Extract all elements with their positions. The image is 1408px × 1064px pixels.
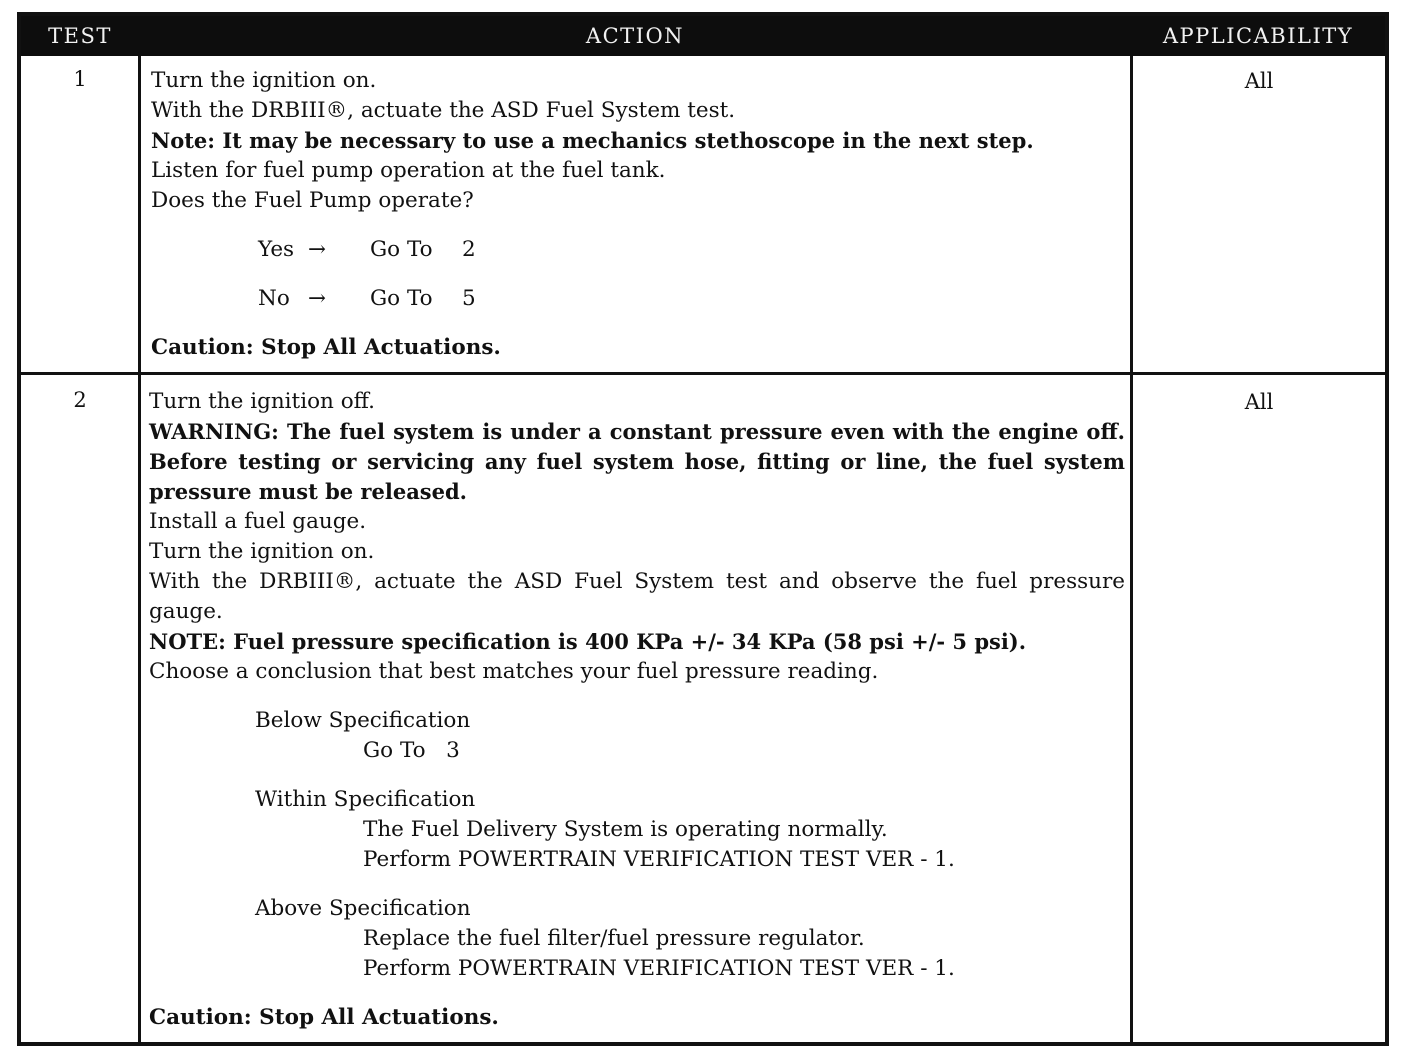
goto-step: 5 bbox=[462, 286, 476, 311]
spacer bbox=[149, 984, 1125, 1003]
conclusion-result: Go To 3 bbox=[363, 738, 460, 763]
conclusion-result: The Fuel Delivery System is operating normally. bbox=[363, 817, 888, 842]
answer-option bbox=[151, 284, 1131, 314]
action-cell bbox=[151, 66, 1131, 363]
conclusion-result: Perform POWERTRAIN VERIFICATION TEST VER - 1. bbox=[363, 956, 955, 981]
action-line: Choose a conclusion that best matches your fuel pressure reading. bbox=[149, 659, 879, 684]
goto-step: 2 bbox=[462, 237, 476, 262]
goto-label: Go To bbox=[370, 286, 433, 311]
action-line: Install a fuel gauge. bbox=[149, 509, 367, 534]
caution-text: Caution: Stop All Actuations. bbox=[151, 335, 501, 360]
arrow-icon: → bbox=[308, 286, 327, 311]
row-divider bbox=[21, 372, 1385, 375]
spacer bbox=[151, 314, 1131, 333]
diagnostic-test-table bbox=[17, 12, 1389, 1046]
header-test: TEST bbox=[21, 16, 139, 56]
conclusion-result: Perform POWERTRAIN VERIFICATION TEST VER - 1. bbox=[363, 847, 955, 872]
applicability-value: All bbox=[1244, 390, 1274, 414]
caution-text: Caution: Stop All Actuations. bbox=[149, 1005, 499, 1030]
test-number: 1 bbox=[73, 67, 87, 91]
action-line: Listen for fuel pump operation at the fuel tank. bbox=[151, 158, 666, 183]
action-line: Turn the ignition on. bbox=[151, 68, 377, 93]
arrow-icon: → bbox=[308, 237, 327, 262]
test-number: 2 bbox=[73, 388, 87, 412]
goto-label: Go To bbox=[370, 237, 433, 262]
note-text: Note: It may be necessary to use a mechanics stethoscope in the next step. bbox=[151, 128, 1034, 153]
spacer bbox=[151, 265, 1131, 284]
conclusion-label: Above Specification bbox=[255, 896, 471, 921]
header-applicability: APPLICABILITY bbox=[1131, 16, 1385, 56]
action-line: Turn the ignition off. bbox=[149, 389, 375, 414]
action-line: Does the Fuel Pump operate? bbox=[151, 188, 474, 213]
header-action: ACTION bbox=[139, 16, 1131, 56]
answer-option bbox=[151, 235, 1131, 265]
applicability-value: All bbox=[1244, 69, 1274, 93]
conclusion-label: Below Specification bbox=[255, 708, 471, 733]
spacer bbox=[149, 687, 1125, 706]
spacer bbox=[151, 216, 1131, 235]
action-line: With the DRBIII®, actuate the ASD Fuel System test and observe the fuel pressure gauge. bbox=[149, 569, 1125, 624]
warning-text: WARNING: The fuel system is under a constant pressure even with the engine off. Before testing or servicing any fuel system hose, fitting or line, the fuel system pressure must be released. bbox=[149, 419, 1125, 504]
column-divider bbox=[138, 56, 141, 1042]
conclusion-label: Within Specification bbox=[255, 787, 476, 812]
action-line: Turn the ignition on. bbox=[149, 539, 375, 564]
action-cell bbox=[149, 387, 1125, 1033]
action-line: With the DRBIII®, actuate the ASD Fuel System test. bbox=[151, 98, 736, 123]
note-text: NOTE: Fuel pressure specification is 400 KPa +/- 34 KPa (58 psi +/- 5 psi). bbox=[149, 629, 1027, 654]
spacer bbox=[149, 766, 1125, 785]
answer-label: Yes bbox=[258, 237, 295, 262]
answer-label: No bbox=[258, 286, 290, 311]
conclusion-result: Replace the fuel filter/fuel pressure regulator. bbox=[363, 926, 865, 951]
spacer bbox=[149, 875, 1125, 894]
